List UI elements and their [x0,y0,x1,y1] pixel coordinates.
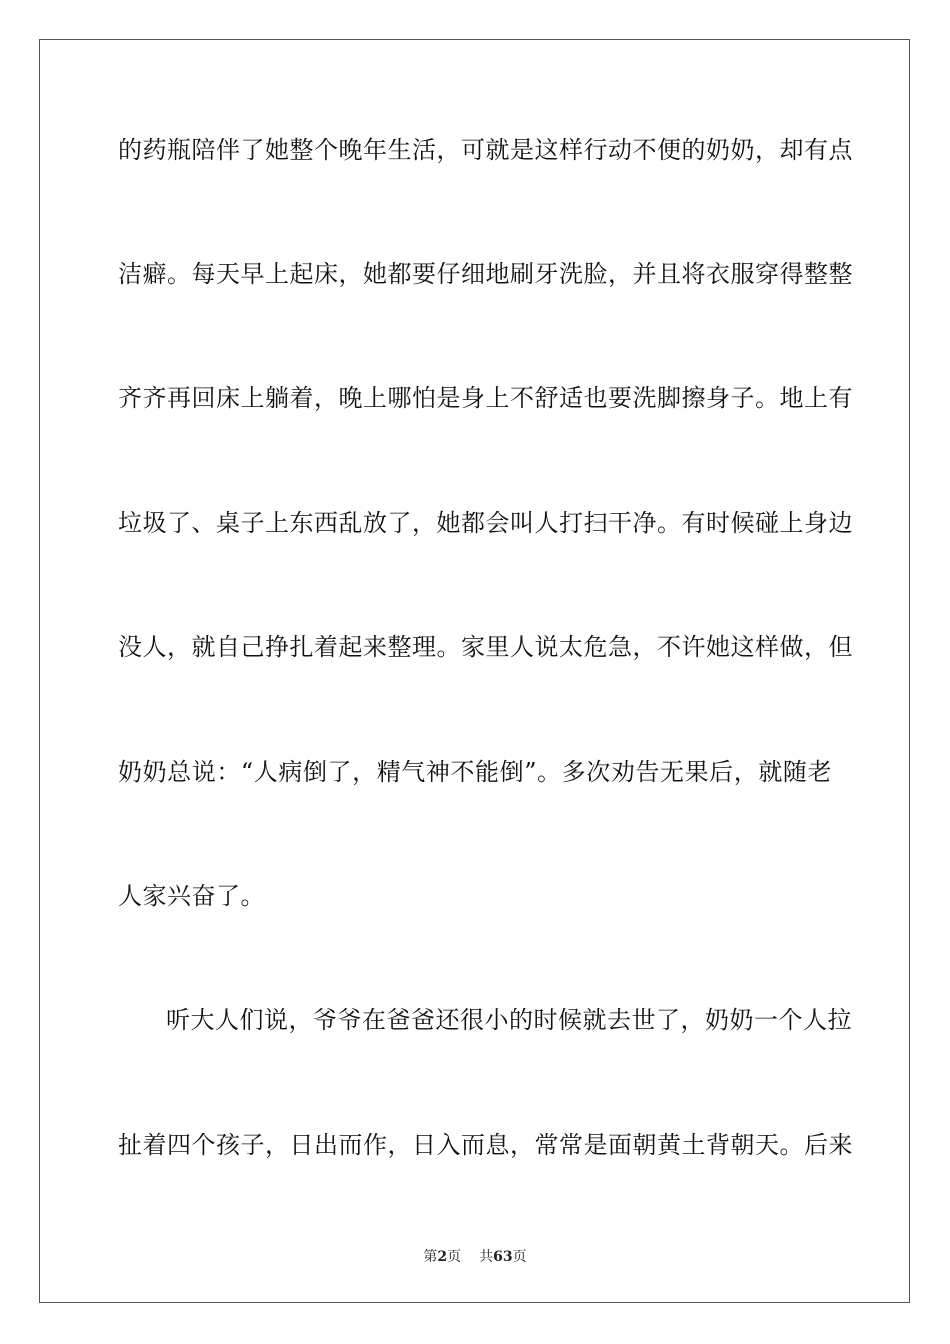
paragraph-line-9: 扯着四个孩子，日出而作，日入而息，常常是面朝黄土背朝天。后来 [118,1131,853,1159]
paragraph-line-5: 没人，就自己挣扎着起来整理。家里人说太危急，不许她这样做，但 [118,633,853,661]
paragraph-line-6: 奶奶总说：“人病倒了，精气神不能倒”。多次劝告无果后，就随老 [118,758,832,786]
paragraph-line-4: 垃圾了、桌子上东西乱放了，她都会叫人打扫干净。有时候碰上身边 [118,509,853,537]
paragraph-line-3: 齐齐再回床上躺着，晚上哪怕是身上不舒适也要洗脚擦身子。地上有 [118,384,853,412]
page-border [39,39,910,1303]
page-number: 2 [437,1249,448,1265]
total-prefix: 共 [479,1249,494,1265]
page-prefix: 第 [423,1249,438,1265]
paragraph-line-7: 人家兴奋了。 [118,882,265,910]
paragraph-line-8: 听大人们说，爷爷在爸爸还很小的时候就去世了，奶奶一个人拉 [166,1006,852,1034]
paragraph-line-2: 洁癖。每天早上起床，她都要仔细地刷牙洗脸，并且将衣服穿得整整 [118,260,853,288]
total-pages: 63 [493,1249,513,1265]
paragraph-line-1: 的药瓶陪伴了她整个晚年生活，可就是这样行动不便的奶奶，却有点 [118,136,853,164]
page-footer [0,1248,950,1266]
page-suffix: 页 [447,1249,462,1265]
total-suffix: 页 [512,1249,527,1265]
